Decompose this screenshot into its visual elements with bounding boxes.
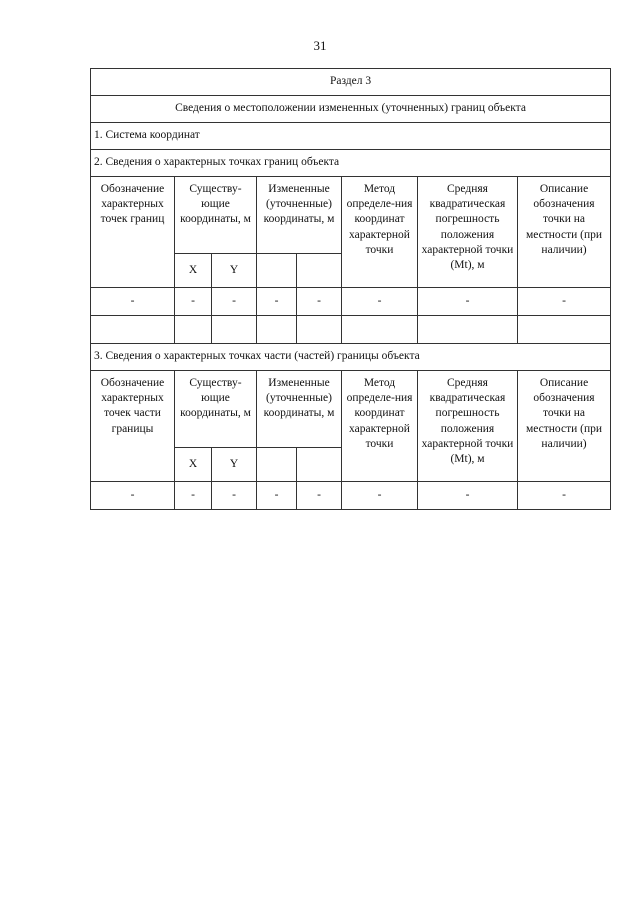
cell: - (518, 482, 611, 510)
cell: - (418, 288, 518, 316)
cell: - (257, 482, 297, 510)
cell (342, 316, 418, 344)
table-row (91, 288, 611, 316)
cell (175, 316, 212, 344)
section-subtitle: Сведения о местоположении измененных (уточненных) границ объекта (91, 96, 611, 123)
cell: - (297, 288, 342, 316)
cell: - (91, 482, 175, 510)
cell: - (297, 482, 342, 510)
header-changed-y-empty (297, 448, 342, 482)
cell (212, 316, 257, 344)
cell: - (212, 482, 257, 510)
section-title: Раздел 3 (91, 69, 611, 96)
part2-title-row (91, 150, 611, 177)
header-rms-error: Средняя квадратическая погрешность положения характерной точки (Mt), м (418, 177, 518, 288)
header-y: Y (212, 448, 257, 482)
table-row-empty (91, 316, 611, 344)
cell: - (342, 288, 418, 316)
cell: - (418, 482, 518, 510)
header-changed-y-empty (297, 254, 342, 288)
table-row (91, 482, 611, 510)
header-existing-coordinates: Существу-ющие координаты, м (175, 371, 257, 448)
part3-header-row (91, 371, 611, 448)
page-number: 31 (313, 38, 327, 53)
subtitle-row (91, 96, 611, 123)
header-description: Описание обозначения точки на местности (при наличии) (518, 177, 611, 288)
cell: - (212, 288, 257, 316)
cell: - (175, 288, 212, 316)
cell: - (518, 288, 611, 316)
header-description: Описание обозначения точки на местности (при наличии) (518, 371, 611, 482)
header-method: Метод определе-ния координат характерной точки (342, 371, 418, 482)
header-designation: Обозначение характерных точек границ (91, 177, 175, 288)
header-x: X (175, 448, 212, 482)
part2-header-row (91, 177, 611, 254)
header-existing-coordinates: Существу-ющие координаты, м (175, 177, 257, 254)
part2-heading: 2. Сведения о характерных точках границ объекта (91, 150, 611, 177)
header-changed-x-empty (257, 254, 297, 288)
cell (418, 316, 518, 344)
header-method: Метод определе-ния координат характерной точки (342, 177, 418, 288)
header-changed-x-empty (257, 448, 297, 482)
part3-title-row (91, 344, 611, 371)
coordinate-system-heading: 1. Система координат (91, 123, 611, 150)
cell: - (342, 482, 418, 510)
coordinate-system-row (91, 123, 611, 150)
cell: - (257, 288, 297, 316)
cell (91, 316, 175, 344)
cell (257, 316, 297, 344)
section-title-row (91, 69, 611, 96)
boundary-points-table (90, 68, 611, 510)
header-y: Y (212, 254, 257, 288)
cell (297, 316, 342, 344)
header-x: X (175, 254, 212, 288)
part3-heading: 3. Сведения о характерных точках части (частей) границы объекта (91, 344, 611, 371)
header-changed-coordinates: Измененные (уточненные) координаты, м (257, 177, 342, 254)
cell (518, 316, 611, 344)
cell: - (91, 288, 175, 316)
cell: - (175, 482, 212, 510)
header-rms-error: Средняя квадратическая погрешность положения характерной точки (Mt), м (418, 371, 518, 482)
header-designation: Обозначение характерных точек части границы (91, 371, 175, 482)
header-changed-coordinates: Измененные (уточненные) координаты, м (257, 371, 342, 448)
